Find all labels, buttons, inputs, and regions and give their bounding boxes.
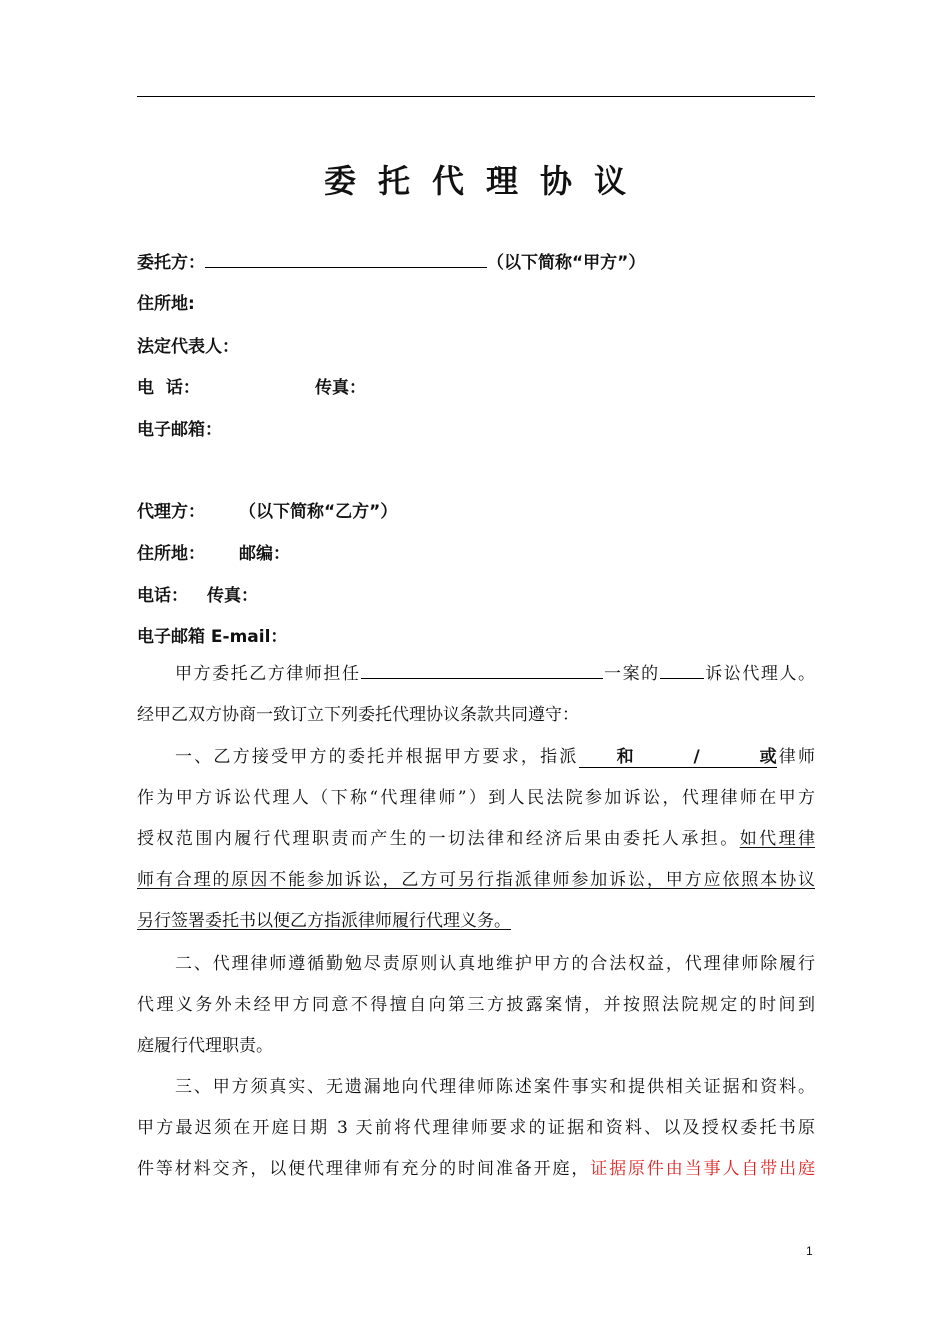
lawyer-name-blank[interactable]: 和/或 [579,747,777,768]
party-a-suffix: （以下简称“甲方”） [487,253,646,273]
party-a-legal-rep: 法定代表人： [137,337,239,357]
party-a-fax: 传真： [315,378,366,398]
case-name-blank[interactable] [361,678,603,679]
clause-1-line-1 [137,737,815,778]
clause-3-text-3b-highlight: 证据原件由当事人自带出庭 [590,1159,816,1179]
clause-1 [137,737,815,942]
party-a-email: 电子邮箱： [137,420,222,440]
clause-1-line-3 [137,819,815,860]
document-title: 委托代理协议 [323,162,648,200]
party-a-contact-line [137,373,366,398]
party-a-line [137,248,645,273]
intro-paragraph [137,654,815,736]
clause-1-line-5: 另行签署委托书以便乙方指派律师履行代理义务。 [137,911,511,931]
clause-3-line-2: 甲方最迟须在开庭日期 3 天前将代理律师要求的证据和资料、以及授权委托书原 [137,1118,815,1138]
clause-1-line-2: 作为甲方诉讼代理人（下称“代理律师”）到人民法院参加诉讼，代理律师在甲方 [137,788,815,808]
clause-3-line-3 [137,1149,815,1190]
party-b-email: 电子邮箱 E-mail： [137,627,288,647]
party-a-address: 住所地: [137,294,195,314]
intro-text-3: 诉讼代理人。 [703,664,816,684]
clause-3-line-1: 三、甲方须真实、无遗漏地向代理律师陈述案件事实和提供相关证据和资料。 [175,1077,815,1097]
clause-2 [137,944,815,1067]
clause-1-text-3b: 如代理律 [739,829,816,849]
intro-text-2: 一案的 [602,664,660,684]
party-b-address-line [137,539,290,564]
party-b-postcode: 邮编： [239,544,290,564]
clause-2-line-3: 庭履行代理职责。 [137,1036,273,1056]
party-b-contact-line [137,581,258,606]
party-a-name-blank[interactable] [205,249,487,268]
header-rule [137,96,815,97]
clause-3 [137,1067,815,1190]
clause-2-line-1: 二、代理律师遵循勤勉尽责原则认真地维护甲方的合法权益，代理律师除履行 [175,954,815,974]
party-b-fax: 传真： [207,586,258,606]
party-a-phone: 电 话： [137,378,200,398]
intro-line-2: 经甲乙双方协商一致订立下列委托代理协议条款共同遵守： [137,705,579,725]
party-b-phone: 电话： [137,586,188,606]
clause-2-line-2: 代理义务外未经甲方同意不得擅自向第三方披露案情，并按照法院规定的时间到 [137,995,815,1015]
clause-3-text-3a: 件等材料交齐，以便代理律师有充分的时间准备开庭， [137,1159,591,1179]
clause-1-text-1: 一、乙方接受甲方的委托并根据甲方要求，指派 [175,747,579,767]
clause-1-text-2: 律师 [776,747,816,767]
party-b-suffix: （以下简称“乙方”） [239,502,398,522]
page-number: 1 [806,1244,813,1258]
intro-text-1: 甲方委托乙方律师担任 [175,664,361,684]
party-b-label: 代理方： [137,502,205,522]
clause-1-line-4: 师有合理的原因不能参加诉讼，乙方可另行指派律师参加诉讼，甲方应依照本协议 [137,870,815,890]
clause-1-text-3a: 授权范围内履行代理职责而产生的一切法律和经济后果由委托人承担。 [137,829,740,849]
party-b-line [137,497,397,522]
intro-line-1 [137,654,815,695]
role-blank[interactable] [660,678,704,679]
party-b-address: 住所地： [137,544,205,564]
party-a-label: 委托方： [137,253,205,273]
